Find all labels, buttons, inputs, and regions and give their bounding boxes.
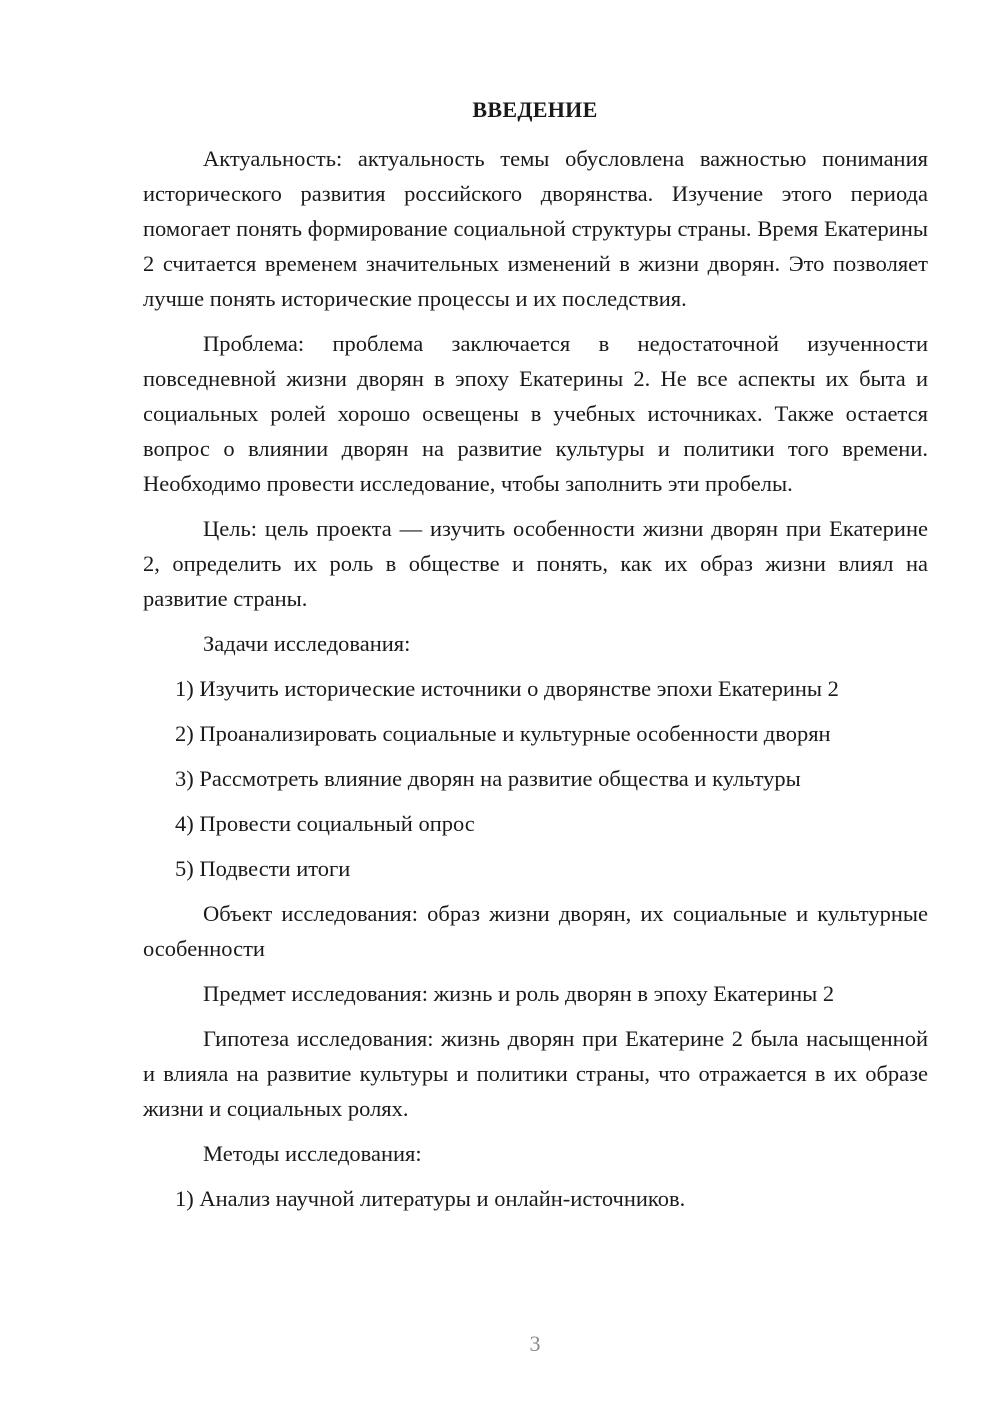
problem-paragraph: Проблема: проблема заключается в недостаточной изученности повседневной жизни дворян в эпоху Екатерины 2. Не все аспекты их быта и социальных ролей хорошо освещены в учебных источниках. Также остается вопрос о влиянии дворян на развитие культуры и политики того времени. Необходимо провести исследование, чтобы заполнить эти пробелы. bbox=[143, 331, 928, 496]
list-item: 4) Провести социальный опрос bbox=[175, 811, 475, 836]
methods-list bbox=[143, 1181, 928, 1216]
tasks-list bbox=[143, 671, 928, 886]
hypothesis-paragraph: Гипотеза исследования: жизнь дворян при Екатерине 2 была насыщенной и влияла на развитие культуры и политики страны, что отражается в их образе жизни и социальных ролях. bbox=[143, 1026, 928, 1121]
list-item: 2) Проанализировать социальные и культурные особенности дворян bbox=[175, 721, 831, 746]
page-title: ВВЕДЕНИЕ bbox=[472, 97, 598, 122]
document-body bbox=[143, 141, 928, 1226]
goal-paragraph: Цель: цель проекта — изучить особенности жизни дворян при Екатерине 2, определить их роль в обществе и понять, как их образ жизни влиял на развитие страны. bbox=[143, 516, 928, 611]
page-number: 3 bbox=[529, 1331, 541, 1356]
object-paragraph: Объект исследования: образ жизни дворян, их социальные и культурные особенности bbox=[143, 901, 928, 961]
list-item: 1) Изучить исторические источники о дворянстве эпохи Екатерины 2 bbox=[175, 676, 839, 701]
subject-paragraph: Предмет исследования: жизнь и роль дворян в эпоху Екатерины 2 bbox=[203, 981, 835, 1006]
relevance-paragraph: Актуальность: актуальность темы обусловлена важностью понимания исторического развития российского дворянства. Изучение этого периода помогает понять формирование социальной структуры страны. Время Екатерины 2 считается временем значительных изменений в жизни дворян. Это позволяет лучше понять исторические процессы и их последствия. bbox=[143, 146, 928, 311]
list-item: 5) Подвести итоги bbox=[175, 856, 351, 881]
methods-heading: Методы исследования: bbox=[203, 1141, 422, 1166]
tasks-heading: Задачи исследования: bbox=[203, 631, 411, 656]
list-item: 3) Рассмотреть влияние дворян на развитие общества и культуры bbox=[175, 766, 801, 791]
list-item: 1) Анализ научной литературы и онлайн-источников. bbox=[175, 1186, 686, 1211]
